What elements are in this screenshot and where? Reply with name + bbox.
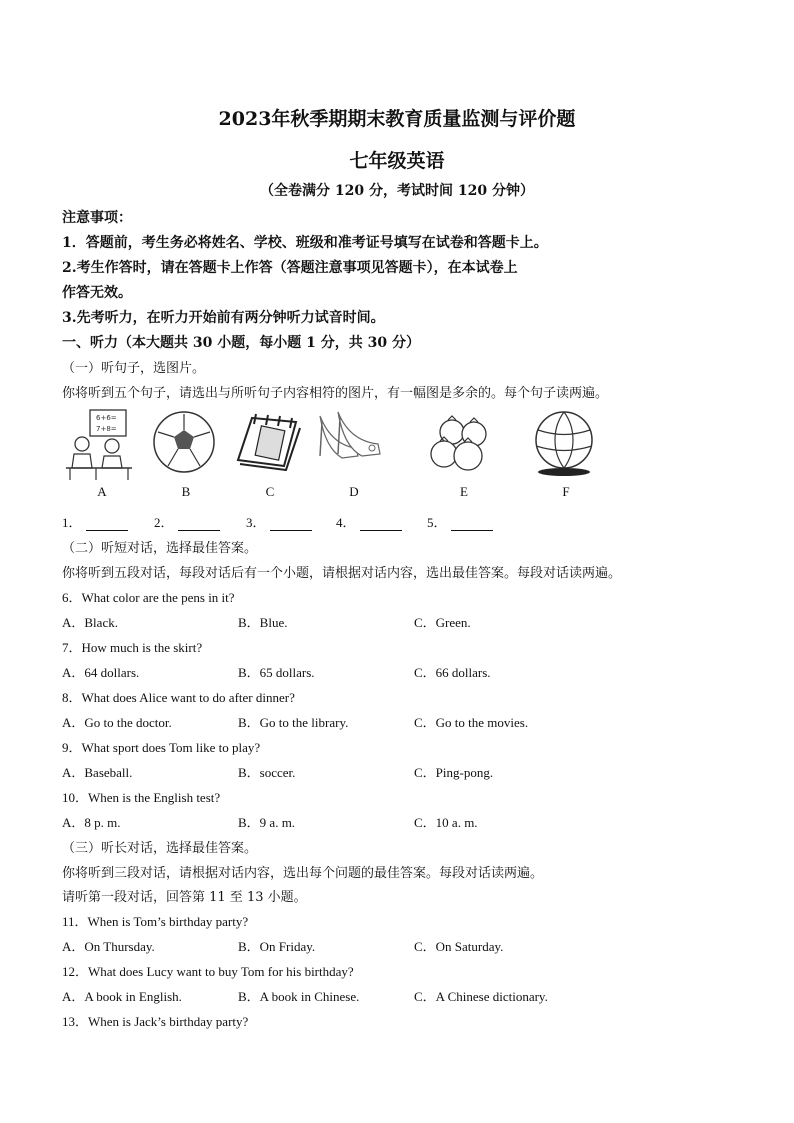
option-b[interactable]: B．9 a. m. [238, 815, 296, 830]
answer-blank[interactable]: 4． [336, 512, 402, 531]
exam-title: 2023年秋季期期末教育质量监测与评价题 [218, 108, 576, 130]
question-9: 9．What sport does Tom like to play? [62, 740, 261, 755]
part-instruction: 你将听到三段对话，请根据对话内容，选出每个问题的最佳答案。每段对话读两遍。 [62, 866, 544, 881]
basketball-icon [526, 406, 606, 482]
picture-label: F [562, 484, 570, 499]
option-b[interactable]: B．On Friday. [238, 939, 316, 954]
exam-subject: 七年级英语 [349, 150, 445, 172]
option-c[interactable]: C．A Chinese dictionary. [414, 989, 548, 1004]
notice-heading: 注意事项： [62, 210, 132, 226]
question-8: 8．What does Alice want to do after dinner? [62, 690, 295, 705]
soccer-ball-icon [146, 406, 226, 482]
classroom-icon [62, 406, 142, 482]
notice-item: 作答无效。 [62, 285, 132, 301]
exam-score-note: （全卷满分 120 分，考试时间 120 分钟） [260, 183, 534, 199]
option-b[interactable]: B．Blue. [238, 615, 288, 630]
picture-label: A [97, 484, 107, 499]
answer-blank[interactable]: 1． [62, 512, 128, 531]
option-a[interactable]: A．Baseball. [62, 765, 133, 780]
question-6: 6．What color are the pens in it? [62, 590, 235, 605]
part-heading: （三）听长对话，选择最佳答案。 [62, 841, 258, 856]
section-heading-listening: 一、听力（本大题共 30 小题，每小题 1 分，共 30 分） [62, 335, 420, 351]
picture-option [424, 406, 504, 506]
picture-label: C [265, 484, 275, 499]
question-11: 11．When is Tom’s birthday party? [62, 914, 249, 929]
notice-item: 3.先考听力，在听力开始前有两分钟听力试音时间。 [62, 310, 385, 326]
question-10: 10．When is the English test? [62, 790, 221, 805]
question-7: 7．How much is the skirt? [62, 640, 203, 655]
option-b[interactable]: B．Go to the library. [238, 715, 349, 730]
part-heading: （二）听短对话，选择最佳答案。 [62, 541, 258, 556]
notice-item: 2.考生作答时，请在答题卡上作答（答题注意事项见答题卡），在本试卷上 [62, 260, 518, 276]
answer-blank[interactable]: 2． [154, 512, 220, 531]
option-a[interactable]: A．8 p. m. [62, 815, 121, 830]
part-instruction: 你将听到五段对话，每段对话后有一个小题，请根据对话内容，选出最佳答案。每段对话读两遍。 [62, 566, 622, 581]
option-a[interactable]: A．Go to the doctor. [62, 715, 172, 730]
part-instruction: 你将听到五个句子，请选出与所听句子内容相符的图片，有一幅图是多余的。每个句子读两遍。 [62, 386, 609, 401]
option-c[interactable]: C．Green. [414, 615, 471, 630]
question-12: 12．What does Lucy want to buy Tom for his birthday? [62, 964, 354, 979]
svg-text:6+6=: 6+6= [96, 414, 117, 422]
notice-item: 1．答题前，考生务必将姓名、学校、班级和准考证号填写在试卷和答题卡上。 [62, 235, 548, 251]
option-c[interactable]: C．66 dollars. [414, 665, 491, 680]
option-c[interactable]: C．10 a. m. [414, 815, 478, 830]
option-a[interactable]: A．Black. [62, 615, 118, 630]
picture-option [146, 406, 226, 506]
question-13: 13．When is Jack’s birthday party? [62, 1014, 249, 1029]
picture-label: D [349, 484, 359, 499]
option-b[interactable]: B．soccer. [238, 765, 296, 780]
option-b[interactable]: B．A book in Chinese. [238, 989, 360, 1004]
picture-option [314, 406, 394, 506]
high-heels-icon [314, 406, 394, 482]
picture-option [230, 406, 310, 506]
option-a[interactable]: A．On Thursday. [62, 939, 155, 954]
answer-blank[interactable]: 5． [427, 512, 493, 531]
option-a[interactable]: A．A book in English. [62, 989, 182, 1004]
option-c[interactable]: C．Ping-pong. [414, 765, 494, 780]
option-c[interactable]: C．Go to the movies. [414, 715, 529, 730]
option-b[interactable]: B．65 dollars. [238, 665, 315, 680]
option-c[interactable]: C．On Saturday. [414, 939, 504, 954]
picture-label: E [460, 484, 468, 499]
tomatoes-icon [424, 406, 504, 482]
picture-option [62, 406, 142, 506]
picture-label: B [181, 484, 191, 499]
picture-option [526, 406, 606, 506]
picture-options [62, 406, 622, 506]
part-sub-instruction: 请听第一段对话，回答第 11 至 13 小题。 [62, 890, 307, 905]
answer-blank[interactable]: 3． [246, 512, 312, 531]
part-heading: （一）听句子，选图片。 [62, 361, 206, 376]
svg-text:7+8=: 7+8= [96, 425, 117, 433]
calendar-icon [230, 406, 310, 482]
option-a[interactable]: A．64 dollars. [62, 665, 140, 680]
